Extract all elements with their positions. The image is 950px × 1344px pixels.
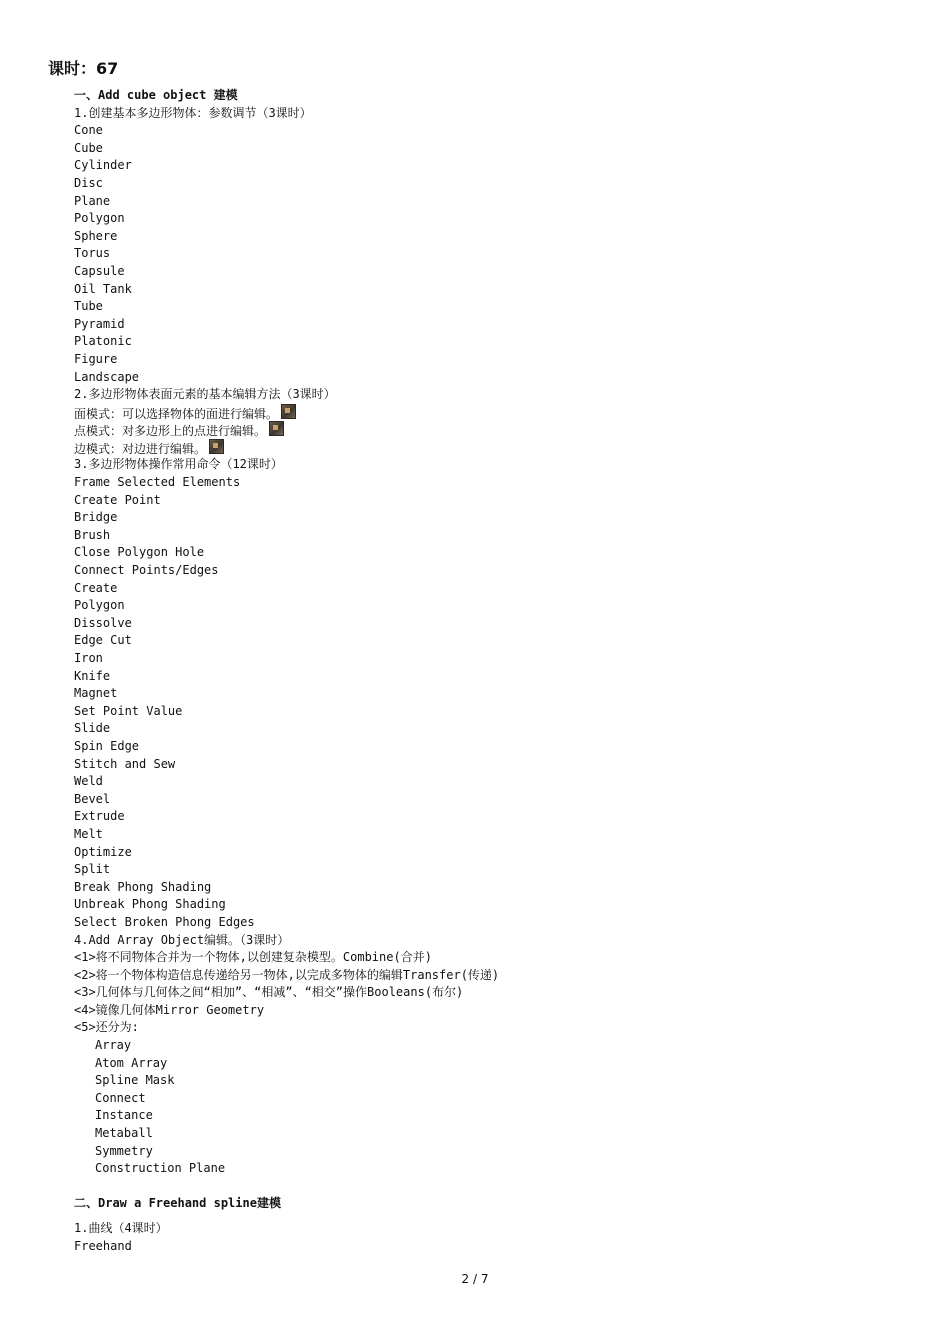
list-item: Landscape — [74, 369, 140, 384]
subsection-heading: 1.曲线（4课时） — [74, 1221, 168, 1236]
list-item: Magnet — [74, 686, 118, 701]
list-item: Tube — [74, 299, 103, 314]
edge-mode-icon — [209, 439, 224, 454]
command-list — [74, 474, 894, 931]
list-item: Spin Edge — [74, 738, 140, 753]
list-item: Iron — [74, 651, 103, 665]
list-item: Torus — [74, 246, 111, 261]
subsection-heading: 1.创建基本多边形物体：参数调节（3课时） — [74, 105, 312, 120]
page-title: 课时：67 — [48, 59, 119, 78]
mode-text: 面模式：可以选择物体的面进行编辑。 — [74, 406, 279, 421]
list-item: Close Polygon Hole — [74, 545, 205, 560]
list-item: Spline Mask — [95, 1073, 175, 1088]
document-body — [74, 87, 894, 1256]
list-item: Connect — [95, 1090, 146, 1105]
list-item: Split — [74, 862, 111, 877]
list-item: Cone — [74, 123, 103, 138]
list-item: Melt — [74, 826, 103, 841]
list-item: Freehand — [74, 1239, 132, 1253]
list-item: Pyramid — [74, 316, 125, 331]
list-item: Disc — [74, 175, 103, 190]
list-item: Break Phong Shading — [74, 879, 212, 894]
list-item: Unbreak Phong Shading — [74, 897, 226, 912]
list-item: Set Point Value — [74, 703, 183, 718]
list-item: Create — [74, 580, 118, 595]
subsection-heading: 2.多边形物体表面元素的基本编辑方法（3课时） — [74, 387, 336, 402]
list-item: Plane — [74, 193, 111, 208]
list-item: Array — [95, 1038, 132, 1053]
list-item: Create Point — [74, 492, 161, 507]
list-item: Bevel — [74, 791, 111, 806]
list-item: Bridge — [74, 510, 118, 525]
mode-list — [74, 404, 894, 457]
list-item: Stitch and Sew — [74, 756, 176, 771]
list-item: Polygon — [74, 211, 125, 226]
list-item: Edge Cut — [74, 633, 132, 648]
section-heading: 二、Draw a Freehand spline建模 — [74, 1195, 281, 1210]
section-heading: 一、Add cube object 建模 — [74, 88, 238, 102]
list-item: Symmetry — [95, 1143, 153, 1158]
array-subitem-list — [74, 1037, 894, 1178]
array-point-list — [74, 949, 894, 1037]
list-item: Platonic — [74, 334, 132, 349]
list-item: <4>镜像几何体Mirror Geometry — [74, 1002, 265, 1017]
list-item: Construction Plane — [95, 1161, 226, 1176]
list-item: <2>将一个物体构造信息传递给另一物体,以完成多物体的编辑Transfer(传递) — [74, 967, 500, 982]
list-item: Connect Points/Edges — [74, 563, 219, 578]
list-item: Instance — [95, 1108, 153, 1123]
list-item: Sphere — [74, 228, 118, 243]
polygon-mode-icon — [281, 404, 296, 419]
page-number: 2 / 7 — [461, 1272, 489, 1286]
list-item: Brush — [74, 527, 111, 542]
list-item: Polygon — [74, 598, 125, 613]
subsection-heading: 3.多边形物体操作常用命令（12课时） — [74, 457, 283, 472]
spline-list — [74, 1238, 894, 1256]
list-item: Slide — [74, 721, 111, 736]
list-item: Cylinder — [74, 158, 132, 173]
list-item: Extrude — [74, 809, 125, 824]
mode-text: 点模式：对多边形上的点进行编辑。 — [74, 424, 267, 439]
list-item: Select Broken Phong Edges — [74, 914, 255, 929]
point-mode-icon — [269, 421, 284, 436]
mode-item — [74, 439, 894, 457]
list-item: Figure — [74, 351, 118, 366]
subsection-heading: 4.Add Array Object编辑。（3课时） — [74, 932, 290, 947]
list-item: Atom Array — [95, 1055, 168, 1070]
list-item: Metaball — [95, 1126, 153, 1141]
list-item: Frame Selected Elements — [74, 475, 241, 490]
mode-text: 边模式：对边进行编辑。 — [74, 441, 207, 456]
list-item: Knife — [74, 668, 111, 683]
list-item: Dissolve — [74, 615, 132, 630]
mode-item — [74, 421, 894, 439]
primitive-list — [74, 122, 894, 386]
list-item: <5>还分为: — [74, 1020, 139, 1035]
list-item: Oil Tank — [74, 281, 132, 296]
list-item: Optimize — [74, 844, 132, 859]
list-item: Capsule — [74, 263, 125, 278]
list-item: Cube — [74, 140, 103, 155]
list-item: <1>将不同物体合并为一个物体,以创建复杂模型。Combine(合并) — [74, 950, 432, 965]
mode-item — [74, 404, 894, 422]
list-item: <3>几何体与几何体之间“相加”、“相减”、“相交”操作Booleans(布尔) — [74, 985, 464, 1000]
list-item: Weld — [74, 774, 103, 789]
